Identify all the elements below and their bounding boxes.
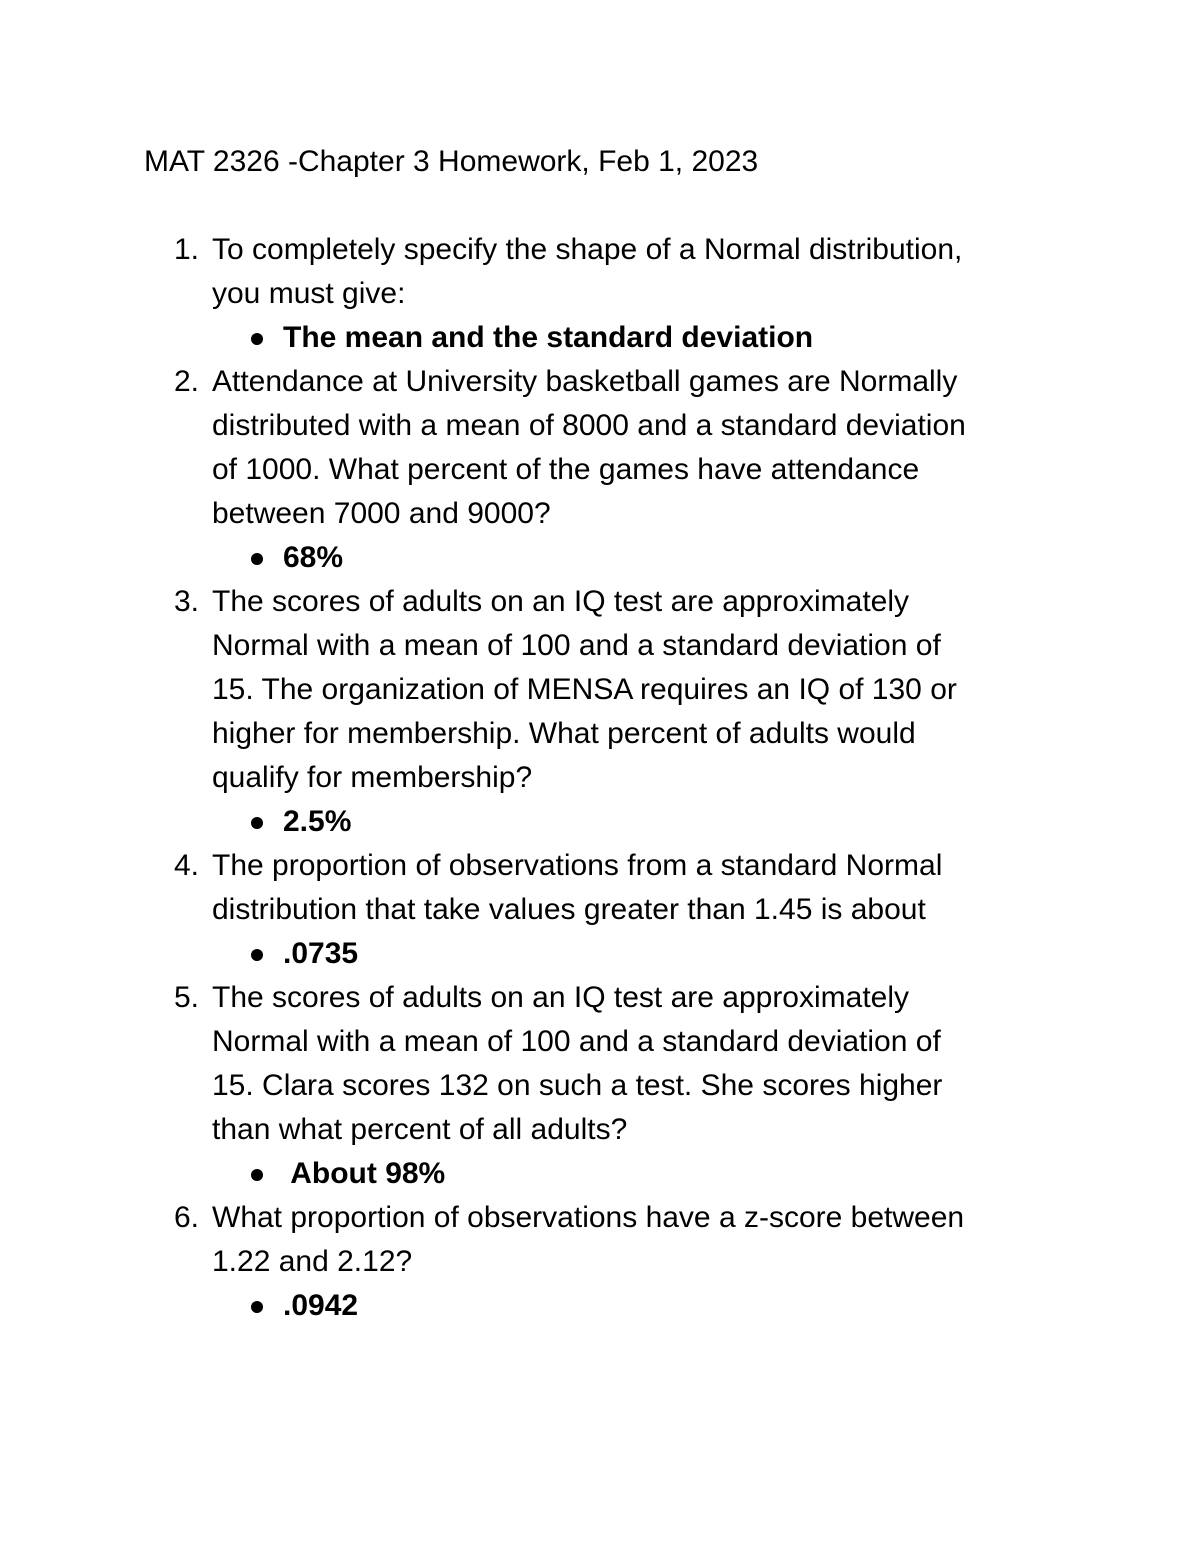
question-2: [0, 360, 1200, 580]
question-line: you must give:: [212, 277, 406, 310]
answer-text: .0942: [283, 1289, 359, 1322]
question-number: 3.: [174, 585, 200, 618]
answer-text: 2.5%: [283, 805, 352, 838]
question-3: [0, 580, 1200, 844]
answer-item: [0, 536, 1200, 580]
question-6: [0, 1196, 1200, 1328]
question-line: The scores of adults on an IQ test are approximately: [212, 981, 910, 1014]
question-line: qualify for membership?: [212, 761, 533, 794]
question-4: [0, 844, 1200, 976]
answer-item: [0, 932, 1200, 976]
document-title: MAT 2326 -Chapter 3 Homework, Feb 1, 2023: [144, 145, 759, 178]
question-text: [212, 580, 1072, 800]
question-number: 1.: [174, 233, 200, 266]
question-text: [212, 844, 1072, 932]
question-line: 15. Clara scores 132 on such a test. She scores higher: [212, 1069, 943, 1102]
question-line: than what percent of all adults?: [212, 1113, 628, 1146]
question-line: Normal with a mean of 100 and a standard deviation of: [212, 1025, 941, 1058]
answer-text: 68%: [283, 541, 344, 574]
question-line: distributed with a mean of 8000 and a standard deviation: [212, 409, 966, 442]
question-line: Attendance at University basketball games are Normally: [212, 365, 958, 398]
question-number: 2.: [174, 365, 200, 398]
bullet-icon: [251, 553, 263, 565]
question-line: 1.22 and 2.12?: [212, 1245, 413, 1278]
bullet-icon: [251, 1301, 263, 1313]
question-number: 4.: [174, 849, 200, 882]
question-line: higher for membership. What percent of adults would: [212, 717, 916, 750]
answer-item: [0, 800, 1200, 844]
question-line: The proportion of observations from a standard Normal: [212, 849, 943, 882]
question-text: [212, 1196, 1072, 1284]
question-number: 5.: [174, 981, 200, 1014]
question-number: 6.: [174, 1201, 200, 1234]
question-text: [212, 228, 1072, 316]
answer-item: [0, 316, 1200, 360]
question-text: [212, 976, 1072, 1152]
answer-text: The mean and the standard deviation: [283, 321, 814, 354]
question-line: of 1000. What percent of the games have attendance: [212, 453, 920, 486]
question-line: between 7000 and 9000?: [212, 497, 551, 530]
question-line: What proportion of observations have a z-score between: [212, 1201, 965, 1234]
answer-text: About 98%: [283, 1157, 446, 1190]
question-line: The scores of adults on an IQ test are approximately: [212, 585, 910, 618]
answer-text: .0735: [283, 937, 359, 970]
question-1: [0, 228, 1200, 360]
question-text: [212, 360, 1072, 536]
question-line: 15. The organization of MENSA requires an IQ of 130 or: [212, 673, 957, 706]
question-line: Normal with a mean of 100 and a standard deviation of: [212, 629, 941, 662]
question-line: To completely specify the shape of a Normal distribution,: [212, 233, 963, 266]
question-5: [0, 976, 1200, 1196]
answer-item: [0, 1284, 1200, 1328]
bullet-icon: [251, 949, 263, 961]
bullet-icon: [251, 1169, 263, 1181]
bullet-icon: [251, 333, 263, 345]
answer-item: [0, 1152, 1200, 1196]
question-line: distribution that take values greater than 1.45 is about: [212, 893, 926, 926]
bullet-icon: [251, 817, 263, 829]
question-list: [0, 228, 1200, 1328]
